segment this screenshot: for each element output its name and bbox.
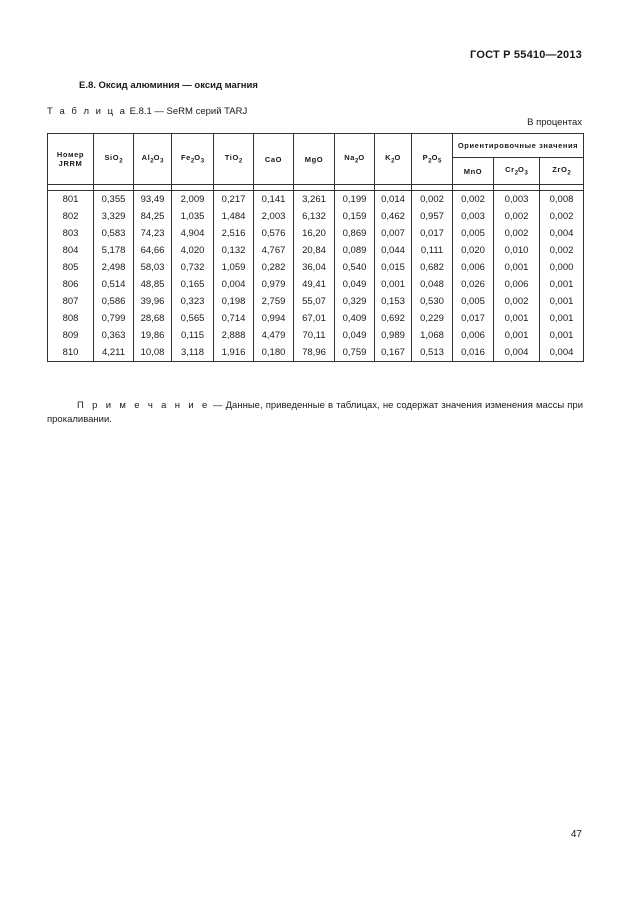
value-cell: 0,048: [412, 276, 453, 293]
value-cell: 1,916: [214, 344, 254, 362]
value-cell: 0,002: [494, 293, 540, 310]
value-cell: 0,583: [94, 225, 134, 242]
value-cell: 0,167: [375, 344, 412, 362]
value-cell: 0,005: [453, 225, 494, 242]
table-row: [48, 276, 584, 293]
value-cell: 16,20: [294, 225, 335, 242]
value-cell: 0,199: [335, 191, 375, 209]
value-cell: 0,010: [494, 242, 540, 259]
value-cell: 48,85: [134, 276, 172, 293]
value-cell: 0,001: [375, 276, 412, 293]
value-cell: 0,682: [412, 259, 453, 276]
value-cell: 0,001: [540, 276, 584, 293]
value-cell: 3,261: [294, 191, 335, 209]
value-cell: 0,989: [375, 327, 412, 344]
value-cell: 19,86: [134, 327, 172, 344]
value-cell: 0,180: [254, 344, 294, 362]
header-indicative-group: Ориентировочные значения: [453, 134, 584, 158]
value-cell: 39,96: [134, 293, 172, 310]
value-cell: 2,003: [254, 208, 294, 225]
header-sio2: SiO$_2$: [94, 134, 134, 185]
value-cell: 2,759: [254, 293, 294, 310]
value-cell: 0,462: [375, 208, 412, 225]
value-cell: 0,015: [375, 259, 412, 276]
note-text: — Данные, приведенные в таблицах, не содержат значения изменения массы при прокаливании.: [47, 400, 584, 425]
value-cell: 0,008: [540, 191, 584, 209]
value-cell: 0,000: [540, 259, 584, 276]
value-cell: 78,96: [294, 344, 335, 362]
value-cell: 0,994: [254, 310, 294, 327]
value-cell: 1,068: [412, 327, 453, 344]
value-cell: 0,409: [335, 310, 375, 327]
row-id-cell: 809: [48, 327, 94, 344]
table-row: [48, 293, 584, 310]
value-cell: 36,04: [294, 259, 335, 276]
table-caption-text: Е.8.1 — SeRM серий TARJ: [129, 106, 248, 117]
table-row: [48, 242, 584, 259]
value-cell: 0,001: [494, 259, 540, 276]
header-cao: CaO: [254, 134, 294, 185]
value-cell: 6,132: [294, 208, 335, 225]
value-cell: 0,005: [453, 293, 494, 310]
value-cell: 84,25: [134, 208, 172, 225]
header-cr2o3: $Cr_2O_3$: [494, 158, 540, 185]
value-cell: 0,759: [335, 344, 375, 362]
value-cell: 0,002: [494, 225, 540, 242]
table-row: [48, 327, 584, 344]
value-cell: 5,178: [94, 242, 134, 259]
value-cell: 2,009: [172, 191, 214, 209]
value-cell: 0,329: [335, 293, 375, 310]
value-cell: 2,516: [214, 225, 254, 242]
value-cell: 3,118: [172, 344, 214, 362]
value-cell: 10,08: [134, 344, 172, 362]
value-cell: 0,576: [254, 225, 294, 242]
value-cell: 0,692: [375, 310, 412, 327]
value-cell: 0,001: [494, 327, 540, 344]
value-cell: 0,004: [214, 276, 254, 293]
value-cell: 0,363: [94, 327, 134, 344]
value-cell: 0,049: [335, 327, 375, 344]
value-cell: 49,41: [294, 276, 335, 293]
table-row: [48, 191, 584, 209]
value-cell: 28,68: [134, 310, 172, 327]
value-cell: 0,089: [335, 242, 375, 259]
value-cell: 3,329: [94, 208, 134, 225]
value-cell: 0,003: [494, 191, 540, 209]
value-cell: 0,514: [94, 276, 134, 293]
value-cell: 74,23: [134, 225, 172, 242]
value-cell: 64,66: [134, 242, 172, 259]
row-id-cell: 805: [48, 259, 94, 276]
value-cell: 0,002: [453, 191, 494, 209]
value-cell: 4,479: [254, 327, 294, 344]
value-cell: 1,035: [172, 208, 214, 225]
row-id-cell: 810: [48, 344, 94, 362]
value-cell: 0,530: [412, 293, 453, 310]
value-cell: 0,153: [375, 293, 412, 310]
value-cell: 0,565: [172, 310, 214, 327]
section-title: Е.8. Оксид алюминия — оксид магния: [79, 80, 258, 91]
header-tio2: TiO$_2$: [214, 134, 254, 185]
row-id-cell: 801: [48, 191, 94, 209]
note-label: П р и м е ч а н и е: [77, 400, 210, 411]
value-cell: 55,07: [294, 293, 335, 310]
value-cell: 0,217: [214, 191, 254, 209]
value-cell: 1,484: [214, 208, 254, 225]
value-cell: 0,229: [412, 310, 453, 327]
value-cell: 4,020: [172, 242, 214, 259]
table-row: [48, 259, 584, 276]
row-id-cell: 807: [48, 293, 94, 310]
value-cell: 2,498: [94, 259, 134, 276]
header-mno: MnO: [453, 158, 494, 185]
value-cell: 0,016: [453, 344, 494, 362]
value-cell: 0,159: [335, 208, 375, 225]
value-cell: 0,586: [94, 293, 134, 310]
value-cell: 0,004: [540, 344, 584, 362]
standard-code: ГОСТ Р 55410—2013: [470, 49, 582, 61]
value-cell: 0,003: [453, 208, 494, 225]
page-number: 47: [570, 829, 582, 840]
value-cell: 0,957: [412, 208, 453, 225]
table-row: [48, 310, 584, 327]
value-cell: 0,014: [375, 191, 412, 209]
row-id-cell: 806: [48, 276, 94, 293]
header-al2o3: $Al_2O_3$: [134, 134, 172, 185]
value-cell: 0,115: [172, 327, 214, 344]
value-cell: 0,002: [494, 208, 540, 225]
value-cell: 0,001: [494, 310, 540, 327]
value-cell: 0,979: [254, 276, 294, 293]
value-cell: 0,714: [214, 310, 254, 327]
row-id-cell: 808: [48, 310, 94, 327]
value-cell: 0,869: [335, 225, 375, 242]
value-cell: 0,198: [214, 293, 254, 310]
value-cell: 0,002: [412, 191, 453, 209]
value-cell: 0,165: [172, 276, 214, 293]
value-cell: 0,282: [254, 259, 294, 276]
table-row: [48, 208, 584, 225]
value-cell: 0,355: [94, 191, 134, 209]
value-cell: 2,888: [214, 327, 254, 344]
value-cell: 0,540: [335, 259, 375, 276]
value-cell: 67,01: [294, 310, 335, 327]
value-cell: 0,002: [540, 208, 584, 225]
value-cell: 4,767: [254, 242, 294, 259]
table-body: [48, 191, 584, 362]
value-cell: 0,006: [494, 276, 540, 293]
value-cell: 0,111: [412, 242, 453, 259]
value-cell: 0,044: [375, 242, 412, 259]
value-cell: 4,211: [94, 344, 134, 362]
value-cell: 0,513: [412, 344, 453, 362]
row-id-cell: 802: [48, 208, 94, 225]
value-cell: 0,001: [540, 293, 584, 310]
value-cell: 4,904: [172, 225, 214, 242]
value-cell: 20,84: [294, 242, 335, 259]
value-cell: 70,11: [294, 327, 335, 344]
value-cell: 0,004: [540, 225, 584, 242]
row-id-cell: 804: [48, 242, 94, 259]
value-cell: 0,006: [453, 327, 494, 344]
table-caption-label: Т а б л и ц а: [47, 106, 127, 117]
value-cell: 0,732: [172, 259, 214, 276]
value-cell: 0,323: [172, 293, 214, 310]
composition-table: [47, 133, 584, 362]
value-cell: 0,006: [453, 259, 494, 276]
value-cell: 0,004: [494, 344, 540, 362]
value-cell: 1,059: [214, 259, 254, 276]
value-cell: 0,017: [412, 225, 453, 242]
value-cell: 0,132: [214, 242, 254, 259]
header-mgo: MgO: [294, 134, 335, 185]
value-cell: 0,001: [540, 327, 584, 344]
value-cell: 93,49: [134, 191, 172, 209]
row-id-cell: 803: [48, 225, 94, 242]
header-number: Номер JRRM: [48, 134, 94, 185]
header-zro2: ZrO$_2$: [540, 158, 584, 185]
header-k2o: $K_2O$: [375, 134, 412, 185]
table-row: [48, 225, 584, 242]
value-cell: 0,002: [540, 242, 584, 259]
value-cell: 0,049: [335, 276, 375, 293]
table-row: [48, 344, 584, 362]
header-fe2o3: $Fe_2O_3$: [172, 134, 214, 185]
value-cell: 0,026: [453, 276, 494, 293]
table-caption: [47, 106, 247, 117]
table-note: [47, 399, 583, 427]
header-na2o: $Na_2O$: [335, 134, 375, 185]
value-cell: 0,017: [453, 310, 494, 327]
value-cell: 0,001: [540, 310, 584, 327]
value-cell: 0,007: [375, 225, 412, 242]
value-cell: 58,03: [134, 259, 172, 276]
value-cell: 0,020: [453, 242, 494, 259]
value-cell: 0,141: [254, 191, 294, 209]
unit-note: В процентах: [527, 117, 582, 128]
value-cell: 0,799: [94, 310, 134, 327]
header-p2o5: $P_2O_5$: [412, 134, 453, 185]
